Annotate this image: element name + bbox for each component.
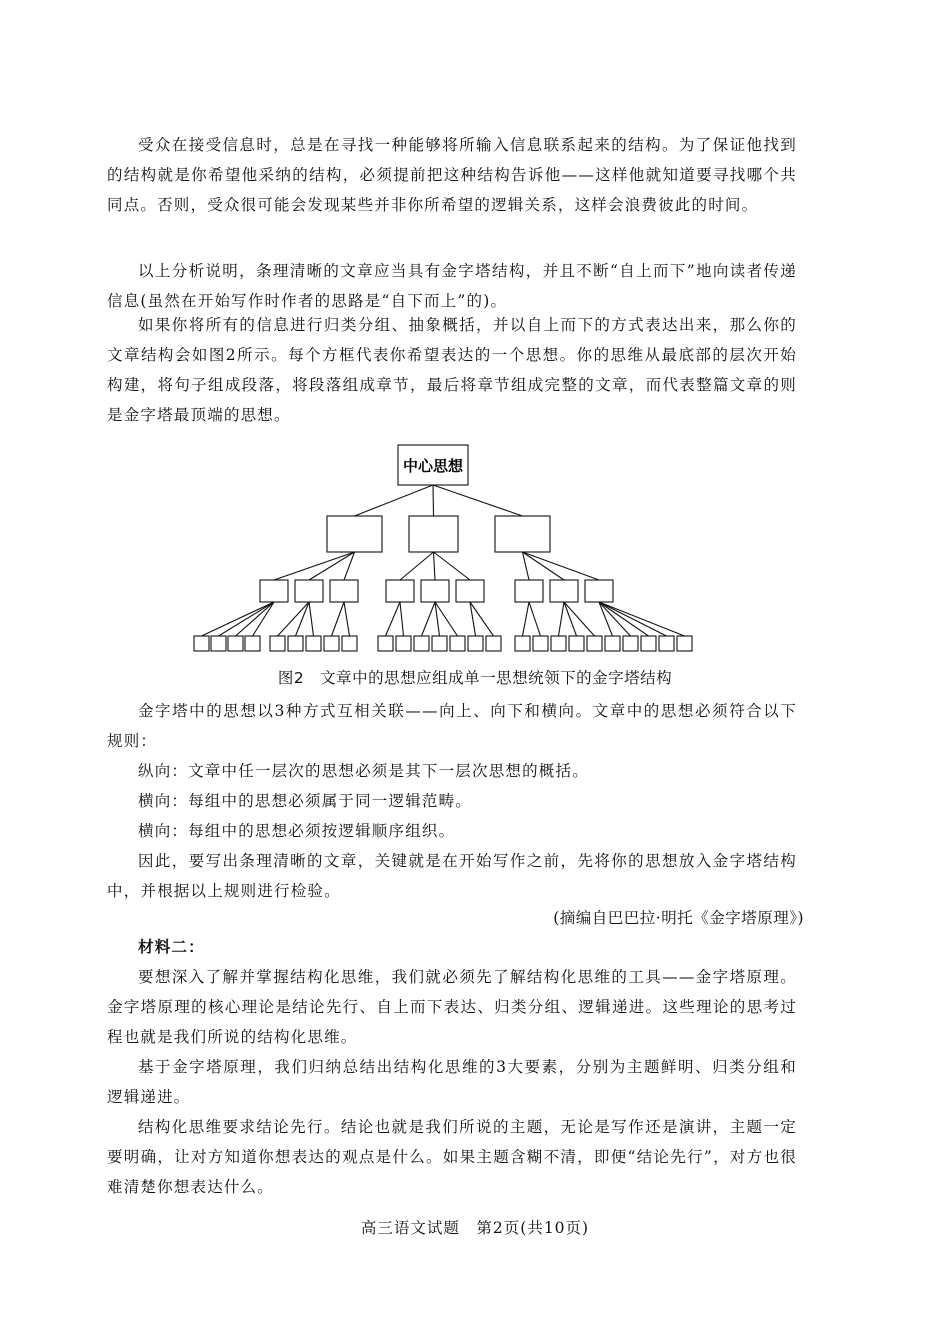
- connector-line: [236, 602, 275, 636]
- connector-line: [599, 602, 667, 636]
- leaf-box: [677, 636, 692, 651]
- rule-horizontal-2: 横向：每组中的思想必须按逻辑顺序组织。: [138, 822, 456, 840]
- leaf-box: [450, 636, 465, 651]
- leaf-box: [288, 636, 303, 651]
- leaf-box: [432, 636, 447, 651]
- leaf-box: [641, 636, 656, 651]
- paragraph-9: 要想深入了解并掌握结构化思维，我们就必须先了解结构化思维的工具——金字塔原理。金字塔原理的核心理论是结论先行、自上而下表达、归类分组、逻辑递进。这些理论的思考过程也就是我们所说的结构化思维。: [107, 968, 797, 1046]
- leaf-box: [587, 636, 602, 651]
- connector-line: [332, 602, 345, 636]
- level-2-box: [327, 516, 382, 552]
- level-3-box: [585, 580, 613, 602]
- connector-line: [278, 602, 310, 636]
- source-citation: (摘编自巴巴拉·明托《金字塔原理》): [553, 909, 804, 927]
- paragraph-conclusion: 因此，要写出条理清晰的文章，关键就是在开始写作之前，先将你的思想放入金字塔结构中，并根据以上规则进行检验。: [107, 852, 797, 900]
- leaf-box: [659, 636, 674, 651]
- level-3-box: [330, 580, 358, 602]
- leaf-box: [486, 636, 501, 651]
- rule-horizontal-1: 横向：每组中的思想必须属于同一逻辑范畴。: [138, 792, 473, 810]
- leaf-box: [533, 636, 548, 651]
- leaf-box: [378, 636, 393, 651]
- leaf-box: [569, 636, 584, 651]
- connector-line: [523, 602, 530, 636]
- connector-line: [400, 602, 404, 636]
- connector-line: [400, 552, 434, 580]
- leaf-box: [623, 636, 638, 651]
- level-2-box: [409, 516, 458, 552]
- connector-line: [433, 485, 523, 516]
- level-3-box: [260, 580, 288, 602]
- leaf-box: [551, 636, 566, 651]
- figure-caption: 图2 文章中的思想应组成单一思想统领下的金字塔结构: [277, 669, 673, 687]
- connector-line: [296, 602, 310, 636]
- level-3-box: [456, 580, 484, 602]
- level-3-box: [550, 580, 578, 602]
- level-3-box: [421, 580, 449, 602]
- connector-line: [434, 552, 471, 580]
- leaf-box: [324, 636, 339, 651]
- connector-line: [309, 602, 314, 636]
- leaf-box: [194, 636, 209, 651]
- leaf-box: [396, 636, 411, 651]
- level-3-box: [295, 580, 323, 602]
- leaf-box: [306, 636, 321, 651]
- leaf-box: [605, 636, 620, 651]
- level-2-box: [495, 516, 550, 552]
- connector-line: [355, 485, 434, 516]
- page-footer: 高三语文试题 第2页(共10页): [360, 1219, 590, 1237]
- leaf-box: [228, 636, 243, 651]
- connector-line: [523, 552, 565, 580]
- connector-line: [344, 552, 355, 580]
- top-node-label: 中心思想: [402, 457, 464, 475]
- paragraph-2: 以上分析说明，条理清晰的文章应当具有金字塔结构，并且不断“自上而下”地向读者传递信息(虽然在开始写作时作者的思路是“自下而上”的)。: [107, 262, 797, 310]
- level-3-box: [386, 580, 414, 602]
- leaf-box: [245, 636, 260, 651]
- leaf-box: [270, 636, 285, 651]
- leaf-box: [414, 636, 429, 651]
- level-3-box: [515, 580, 543, 602]
- paragraph-11: 结构化思维要求结论先行。结论也就是我们所说的主题，无论是写作还是演讲，主题一定要明确，让对方知道你想表达的观点是什么。如果主题含糊不清，即便“结论先行”，对方也很难清楚你想表达什么。: [107, 1118, 797, 1196]
- connector-line: [433, 485, 434, 516]
- connector-line: [523, 552, 600, 580]
- connector-line: [470, 602, 476, 636]
- pyramid-diagram: [0, 430, 950, 655]
- connector-line: [274, 552, 355, 580]
- connector-line: [564, 602, 577, 636]
- connector-line: [386, 602, 401, 636]
- material-2-heading: 材料二：: [138, 938, 205, 956]
- rule-vertical: 纵向：文章中任一层次的思想必须是其下一层次思想的概括。: [138, 762, 589, 780]
- leaf-box: [468, 636, 483, 651]
- connector-line: [344, 602, 350, 636]
- connector-line: [559, 602, 565, 636]
- connector-line: [529, 602, 541, 636]
- leaf-box: [515, 636, 530, 651]
- paragraph-10: 基于金字塔原理，我们归纳总结出结构化思维的3大要素，分别为主题鲜明、归类分组和逻辑递进。: [107, 1058, 797, 1106]
- leaf-box: [211, 636, 226, 651]
- leaf-box: [342, 636, 357, 651]
- paragraph-3: 如果你将所有的信息进行归类分组、抽象概括，并以自上而下的方式表达出来，那么你的文章结构会如图2所示。每个方框代表你希望表达的一个思想。你的思维从最底部的层次开始构建，将句子组成段落，将段落组成章节，最后将章节组成完整的文章，而代表整篇文章的则是金字塔最顶端的思想。: [107, 316, 797, 424]
- connector-line: [599, 602, 631, 636]
- connector-line: [434, 552, 436, 580]
- paragraph-1: 受众在接受信息时，总是在寻找一种能够将所输入信息联系起来的结构。为了保证他找到的结构就是你希望他采纳的结构，必须提前把这种结构告诉他——这样他就知道要寻找哪个共同点。否则，受众很可能会发现某些并非你所希望的逻辑关系，这样会浪费彼此的时间。: [107, 136, 797, 214]
- connector-line: [564, 602, 595, 636]
- connector-line: [219, 602, 275, 636]
- paragraph-4: 金字塔中的思想以3种方式互相关联——向上、向下和横向。文章中的思想必须符合以下规则：: [107, 702, 797, 750]
- connector-line: [470, 602, 494, 636]
- connector-line: [422, 602, 436, 636]
